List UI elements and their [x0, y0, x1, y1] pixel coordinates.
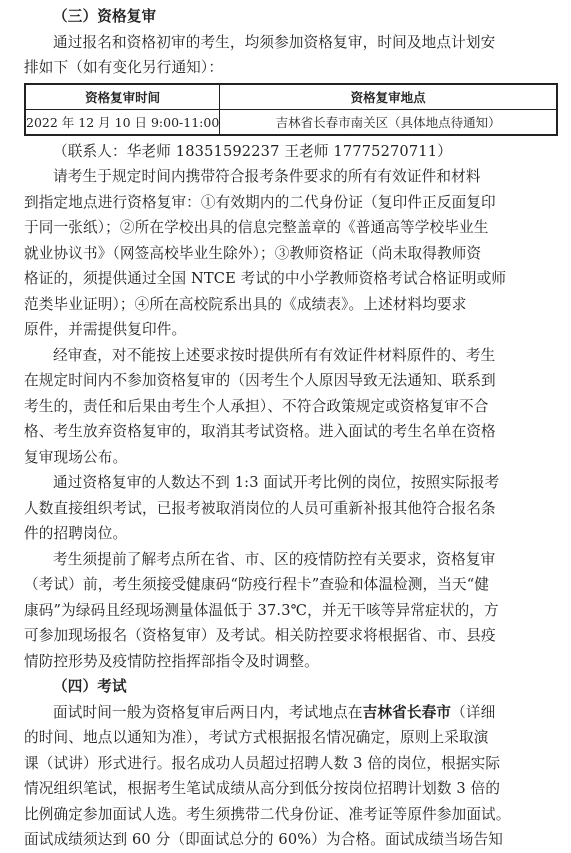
contact-label: （联系人：	[53, 142, 127, 160]
exam-text: 面试时间一般为资格复审后两日内，考试地点在	[53, 703, 363, 721]
schedule-cell-time: 2022 年 12 月 10 日 9:00-11:00	[25, 109, 220, 135]
contact-close: ）	[437, 142, 452, 160]
paragraph-review	[24, 343, 559, 471]
text-line: 请考生于规定时间内携带符合报考条件要求的所有有效证件和材料	[53, 168, 481, 185]
paragraph-exam	[24, 700, 559, 853]
text-line: 康码”为绿码且经现场测量体温低于 37.3℃，并无干咳等异常症状的，方	[24, 601, 499, 619]
text-line: 人数直接组织考试，已报考被取消岗位的人员可重新补报其他符合报名条	[24, 499, 496, 517]
exam-text: （详细	[451, 703, 496, 721]
text-line: 情况组织笔试，根据考生笔试成绩从高分到低分按岗位招聘计划数 3 倍的	[24, 780, 501, 797]
text-line: 课（试讲）形式进行。报名成功人员超过招聘人数 3 倍的岗位，根据实际	[24, 754, 501, 772]
text-line: （考试）前，考生须接受健康码“防疫行程卡”查验和体温检测，当天“健	[24, 576, 490, 593]
section-heading-qualification-review: （三）资格复审	[53, 8, 157, 25]
document-page	[24, 4, 559, 853]
table-row	[25, 109, 557, 135]
schedule-cell-location: 吉林省长春市南关区（具体地点待通知）	[220, 109, 557, 135]
text-line: 考生的，责任和后果由考生个人承担）、不符合政策规定或资格复审不合	[24, 397, 489, 415]
text-line: 面试成绩须达到 60 分（即面试总分的 60%）为合格。面试成绩当场告知	[24, 831, 503, 848]
contact-line	[24, 139, 559, 165]
contact-person-1: 华老师	[126, 142, 171, 160]
contact-phone-2: 17775270711	[333, 142, 438, 160]
paragraph-materials	[24, 164, 559, 343]
text-line: 于同一张纸）；②所在学校出具的信息完整盖章的《普通高等学校毕业生	[24, 219, 489, 236]
schedule-header-location: 资格复审地点	[220, 84, 557, 110]
text-line: 经审查，对不能按上述要求按时提供所有有效证件材料原件的、考生	[53, 346, 496, 364]
text-line: 通过资格复审的人数达不到 1:3 面试开考比例的岗位，按照实际报考	[53, 474, 500, 491]
text-line: 情防控形势及疫情防控指挥部指令及时调整。	[24, 652, 319, 670]
text-line: 件的招聘岗位。	[24, 525, 128, 542]
text-line: 的时间、地点以通知为准），考试方式根据报名情况确定，原则上采取演	[24, 729, 489, 746]
exam-location-bold: 吉林省长春市	[362, 703, 452, 721]
text-line: 格证的，须提供通过全国 NTCE 考试的中小学教师资格考试合格证明或师	[24, 270, 507, 287]
schedule-header-time: 资格复审时间	[25, 84, 220, 110]
text-line: 原件，并需提供复印件。	[24, 321, 187, 338]
contact-person-2: 王老师	[284, 142, 329, 160]
text-line: 格、考生放弃资格复审的，取消其考试资格。进入面试的考生名单在资格	[24, 423, 496, 440]
text-line	[24, 700, 559, 726]
intro-line-1: 通过报名和资格初审的考生，均须参加资格复审，时间及地点计划安	[53, 33, 496, 51]
text-line: 在规定时间内不参加资格复审的（因考生个人原因导致无法通知、联系到	[24, 372, 496, 389]
paragraph-ratio	[24, 470, 559, 547]
text-line: 比例确定参加面试人选。考生须携带二代身份证、准考证等原件参加面试。	[24, 805, 511, 823]
text-line: 到指定地点进行资格复审：①有效期内的二代身份证（复印件正反面复印	[24, 193, 496, 211]
schedule-table	[24, 83, 558, 136]
text-line: 复审现场公布。	[24, 448, 128, 466]
schedule-header-row	[25, 84, 557, 110]
section-heading-exam: （四）考试	[53, 678, 127, 695]
text-line: 范类毕业证明）；④所在高校院系出具的《成绩表》。上述材料均要求	[24, 295, 467, 313]
text-line: 就业协议书》（网签高校毕业生除外）；③教师资格证（尚未取得教师资	[24, 244, 482, 262]
paragraph-epidemic	[24, 547, 559, 675]
text-line: 可参加现场报名（资格复审）及考试。相关防控要求将根据省、市、县疫	[24, 627, 496, 644]
contact-phone-1: 18351592237	[175, 142, 280, 160]
intro-line-2: 排如下（如有变化另行通知）：	[24, 59, 224, 76]
text-line: 考生须提前了解考点所在省、市、区的疫情防控有关要求，资格复审	[53, 550, 496, 568]
